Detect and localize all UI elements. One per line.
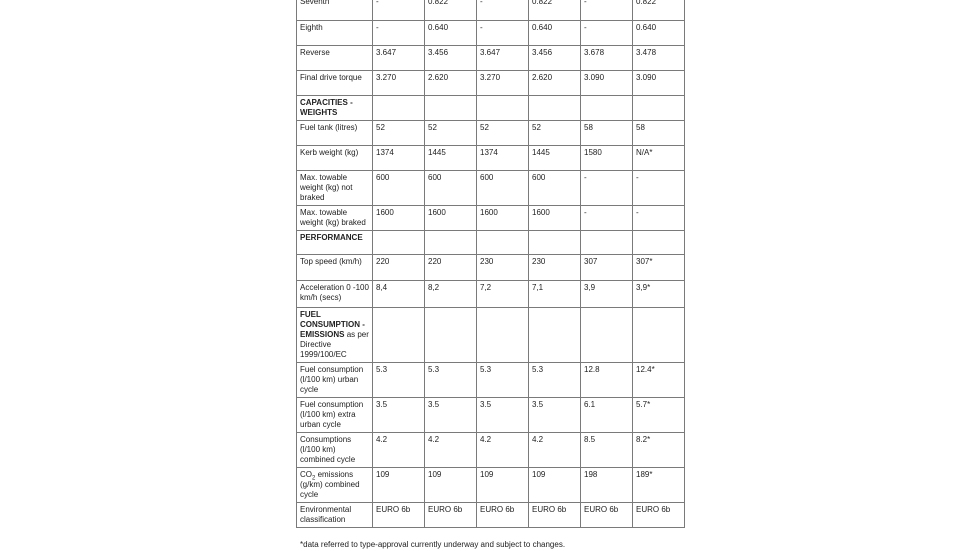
empty-cell: [581, 96, 633, 121]
table-cell: 3.090: [633, 71, 685, 96]
row-label: Reverse: [297, 46, 373, 71]
table-cell: 52: [425, 121, 477, 146]
table-cell: 600: [477, 171, 529, 206]
table-cell: 230: [477, 255, 529, 281]
footnote: *data referred to type-approval currently underway and subject to changes.: [300, 540, 566, 549]
table-cell: 52: [477, 121, 529, 146]
table-cell: 58: [633, 121, 685, 146]
empty-cell: [477, 231, 529, 255]
table-cell: 3,9*: [633, 281, 685, 308]
row-label: Consumptions (l/100 km) combined cycle: [297, 433, 373, 468]
table-cell: 0.822: [633, 0, 685, 21]
table-cell: -: [581, 206, 633, 231]
row-label: Max. towable weight (kg) not braked: [297, 171, 373, 206]
table-row: [297, 398, 685, 433]
table-cell: 8,2: [425, 281, 477, 308]
table-cell: 0.640: [529, 21, 581, 46]
table-cell: -: [581, 21, 633, 46]
table-cell: 600: [373, 171, 425, 206]
row-label: Max. towable weight (kg) braked: [297, 206, 373, 231]
empty-cell: [373, 231, 425, 255]
table-cell: 3.270: [373, 71, 425, 96]
table-cell: 220: [373, 255, 425, 281]
table-cell: 1445: [529, 146, 581, 171]
table-cell: 5.3: [529, 363, 581, 398]
table-cell: EURO 6b: [581, 503, 633, 528]
table-cell: 1600: [425, 206, 477, 231]
empty-cell: [425, 308, 477, 363]
table-row: [297, 433, 685, 468]
table-cell: 3.270: [477, 71, 529, 96]
table-cell: 3.647: [477, 46, 529, 71]
table-cell: 7,2: [477, 281, 529, 308]
table-cell: EURO 6b: [633, 503, 685, 528]
table-cell: EURO 6b: [529, 503, 581, 528]
table-row: [297, 46, 685, 71]
table-cell: 109: [477, 468, 529, 503]
table-row: [297, 468, 685, 503]
table-cell: 3.5: [477, 398, 529, 433]
row-label: Fuel consumption (l/100 km) urban cycle: [297, 363, 373, 398]
row-label: Final drive torque: [297, 71, 373, 96]
table-cell: -: [477, 0, 529, 21]
table-row: [297, 308, 685, 363]
empty-cell: [477, 96, 529, 121]
table-row: [297, 363, 685, 398]
table-cell: 600: [425, 171, 477, 206]
row-label: Seventh: [297, 0, 373, 21]
table-cell: 307*: [633, 255, 685, 281]
empty-cell: [633, 308, 685, 363]
empty-cell: [633, 96, 685, 121]
table-cell: 0.822: [425, 0, 477, 21]
table-cell: 600: [529, 171, 581, 206]
table-cell: -: [581, 171, 633, 206]
row-label: Eighth: [297, 21, 373, 46]
table-cell: EURO 6b: [373, 503, 425, 528]
row-label: Kerb weight (kg): [297, 146, 373, 171]
table-cell: 52: [529, 121, 581, 146]
row-label-post: emissions (g/km) combined cycle: [300, 470, 360, 499]
table-cell: 198: [581, 468, 633, 503]
row-label: Fuel consumption (l/100 km) extra urban cycle: [297, 398, 373, 433]
empty-cell: [529, 96, 581, 121]
table-row: [297, 281, 685, 308]
empty-cell: [373, 308, 425, 363]
empty-cell: [581, 308, 633, 363]
table-cell: 3.5: [425, 398, 477, 433]
table-cell: 8.5: [581, 433, 633, 468]
table-cell: -: [581, 0, 633, 21]
table-cell: 12.8: [581, 363, 633, 398]
table-cell: EURO 6b: [477, 503, 529, 528]
table-cell: 3.090: [581, 71, 633, 96]
table-cell: 58: [581, 121, 633, 146]
table-cell: 5.7*: [633, 398, 685, 433]
table-cell: 52: [373, 121, 425, 146]
table-cell: 1600: [529, 206, 581, 231]
table-cell: 307: [581, 255, 633, 281]
table-cell: 2.620: [425, 71, 477, 96]
table-cell: 1374: [373, 146, 425, 171]
empty-cell: [425, 96, 477, 121]
table-cell: 1445: [425, 146, 477, 171]
table-cell: 5.3: [425, 363, 477, 398]
table-cell: 1600: [477, 206, 529, 231]
table-row: [297, 21, 685, 46]
section-heading: CAPACITIES - WEIGHTS: [297, 96, 373, 121]
table-cell: 3.5: [529, 398, 581, 433]
table-row: [297, 206, 685, 231]
table-cell: -: [633, 206, 685, 231]
table-row: [297, 0, 685, 21]
table-cell: 1580: [581, 146, 633, 171]
section-heading: [297, 308, 373, 363]
section-heading-text: FUEL CONSUMPTION - EMISSIONS: [300, 310, 365, 339]
table-cell: 12.4*: [633, 363, 685, 398]
table-row: [297, 503, 685, 528]
spec-table-body: [297, 0, 685, 528]
empty-cell: [373, 96, 425, 121]
table-cell: 3.678: [581, 46, 633, 71]
table-cell: 8.2*: [633, 433, 685, 468]
row-label: [297, 468, 373, 503]
section-heading-note: as per Directive 1999/100/EC: [300, 330, 369, 359]
table-cell: 3.5: [373, 398, 425, 433]
empty-cell: [477, 308, 529, 363]
table-cell: 3.478: [633, 46, 685, 71]
table-cell: 3,9: [581, 281, 633, 308]
table-cell: 109: [425, 468, 477, 503]
table-cell: 3.456: [425, 46, 477, 71]
empty-cell: [529, 308, 581, 363]
table-cell: -: [633, 171, 685, 206]
table-row: [297, 121, 685, 146]
table-cell: 3.456: [529, 46, 581, 71]
table-cell: 8,4: [373, 281, 425, 308]
table-row: [297, 146, 685, 171]
table-row: [297, 71, 685, 96]
table-cell: 4.2: [373, 433, 425, 468]
table-cell: 5.3: [373, 363, 425, 398]
table-cell: 0.640: [633, 21, 685, 46]
table-cell: 3.647: [373, 46, 425, 71]
table-cell: 1374: [477, 146, 529, 171]
row-label: Fuel tank (litres): [297, 121, 373, 146]
table-cell: -: [477, 21, 529, 46]
table-cell: 4.2: [477, 433, 529, 468]
section-heading: PERFORMANCE: [297, 231, 373, 255]
table-row: [297, 96, 685, 121]
table-cell: 7,1: [529, 281, 581, 308]
table-row: [297, 171, 685, 206]
table-cell: 230: [529, 255, 581, 281]
row-label-subscript: 2: [312, 475, 316, 482]
row-label: Top speed (km/h): [297, 255, 373, 281]
table-cell: N/A*: [633, 146, 685, 171]
table-cell: 4.2: [529, 433, 581, 468]
table-cell: 220: [425, 255, 477, 281]
table-cell: 5.3: [477, 363, 529, 398]
empty-cell: [425, 231, 477, 255]
empty-cell: [633, 231, 685, 255]
table-cell: 2.620: [529, 71, 581, 96]
row-label-pre: CO: [300, 470, 312, 479]
table-cell: 1600: [373, 206, 425, 231]
spec-table: [296, 0, 685, 528]
table-cell: 0.822: [529, 0, 581, 21]
table-cell: -: [373, 0, 425, 21]
table-row: [297, 231, 685, 255]
row-label: Acceleration 0 -100 km/h (secs): [297, 281, 373, 308]
table-cell: -: [373, 21, 425, 46]
row-label: Environmental classification: [297, 503, 373, 528]
empty-cell: [529, 231, 581, 255]
empty-cell: [581, 231, 633, 255]
table-cell: 189*: [633, 468, 685, 503]
table-cell: EURO 6b: [425, 503, 477, 528]
table-cell: 0.640: [425, 21, 477, 46]
table-cell: 4.2: [425, 433, 477, 468]
table-cell: 109: [373, 468, 425, 503]
table-cell: 109: [529, 468, 581, 503]
table-row: [297, 255, 685, 281]
table-cell: 6.1: [581, 398, 633, 433]
